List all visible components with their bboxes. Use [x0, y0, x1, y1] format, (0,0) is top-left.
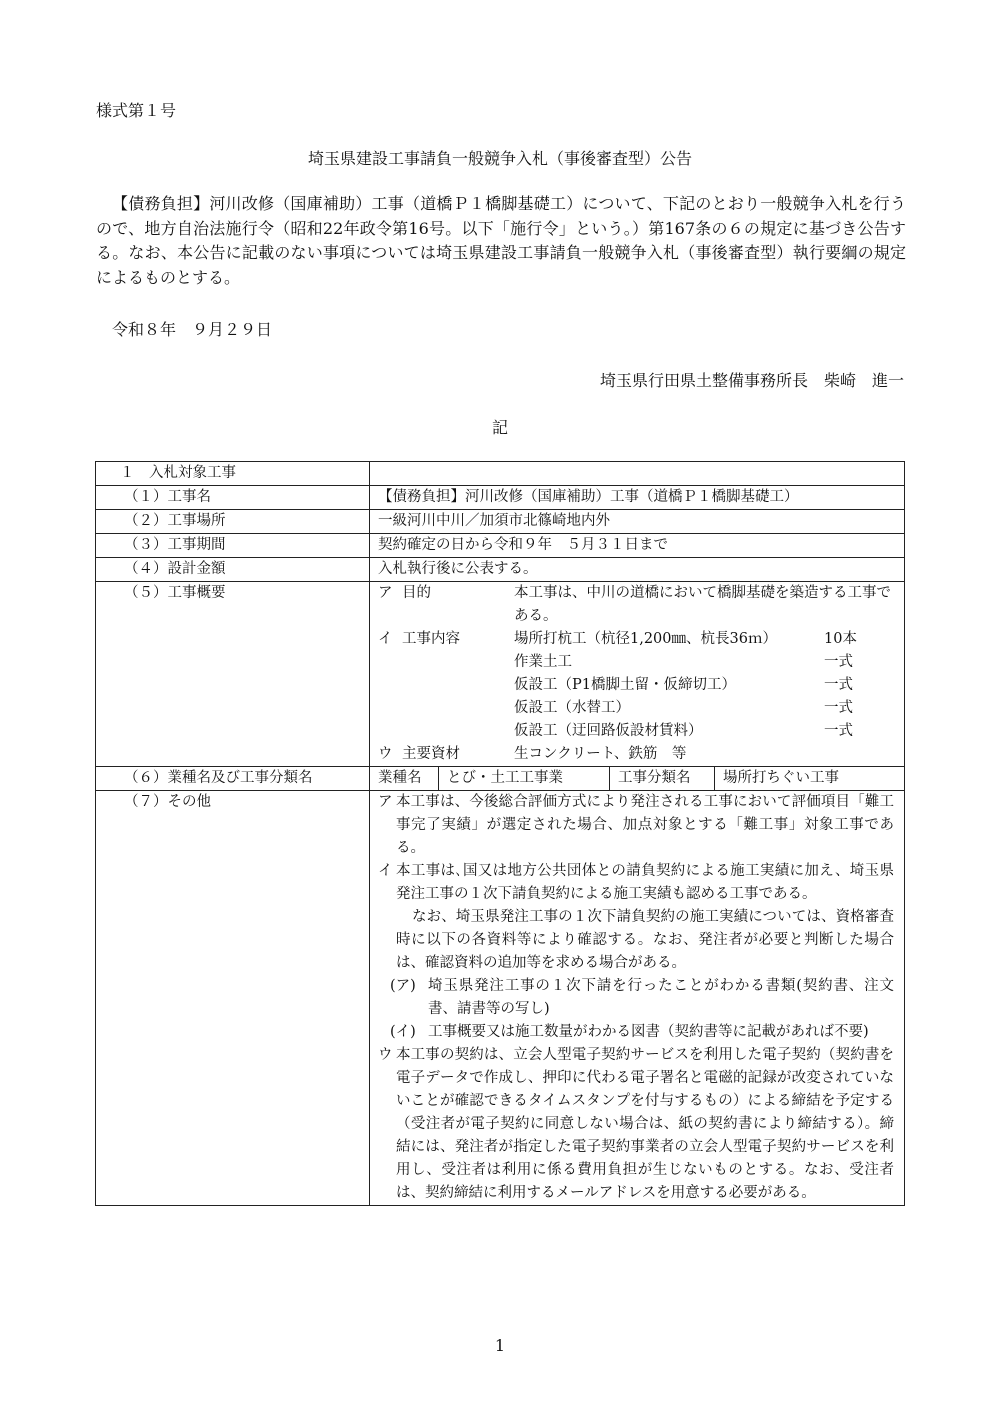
intro-paragraph: 【債務負担】河川改修（国庫補助）工事（道橋Ｐ１橋脚基礎工）について、下記のとおり一般競争入札を行うので、地方自治法施行令（昭和22年政令第16号。以下「施行令」という。）第167条の６の規定に基づき公告する。なお、本公告に記載のない事項については埼玉県建設工事請負一般競争入札（事後審査型）執行要綱の規定によるものとする。	[96, 194, 906, 287]
table-row	[96, 791, 905, 1206]
section-value	[370, 462, 905, 486]
item-key: イ	[378, 863, 393, 879]
work-qty: 一式	[824, 654, 853, 670]
row-label: （５）工事概要	[96, 582, 370, 767]
item-key: ア	[378, 794, 393, 810]
notice-date: 令和８年 ９月２９日	[112, 320, 273, 339]
item-text: 本工事は、今後総合評価方式により発注される工事において評価項目「難工事完了実績」が選定された場合、加点対象とする「難工事」対象工事である。	[396, 794, 894, 856]
row-value	[370, 767, 905, 791]
item-head: 主要資材	[402, 746, 460, 762]
item-text: 生コンクリート、鉄筋 等	[514, 746, 687, 762]
row-label: （６）業種名及び工事分類名	[96, 767, 370, 791]
item-key: イ	[378, 631, 393, 647]
item-text: 本工事は､国又は地方公共団体との請負契約による施工実績に加え、埼玉県発注工事の１次下請負契約による施工実績も認める工事である。	[396, 863, 894, 902]
item-text: 本工事は、中川の道橋において橋脚基礎を築造する工事である。	[514, 585, 891, 624]
work-qty: 一式	[824, 677, 853, 693]
table-row	[96, 534, 905, 558]
table-row	[96, 486, 905, 510]
work-qty: 一式	[824, 723, 853, 739]
table-row	[96, 510, 905, 534]
work-line	[514, 628, 896, 651]
work-line	[378, 720, 896, 743]
item-key: (ア)	[390, 978, 416, 994]
other-item-i	[378, 860, 894, 906]
row-label: （２）工事場所	[96, 510, 370, 534]
item-head: 工事内容	[402, 631, 460, 647]
category-table	[370, 767, 904, 790]
work-line	[378, 651, 896, 674]
row-value: 一級河川中川／加須市北篠崎地内外	[370, 510, 905, 534]
row-value: 契約確定の日から令和９年 ５月３１日まで	[370, 534, 905, 558]
row-label: （７）その他	[96, 791, 370, 1206]
work-name: 仮設工（水替工）	[514, 700, 630, 716]
ki-heading: 記	[491, 418, 508, 437]
signatory: 埼玉県行田県土整備事務所長 柴崎 進一	[599, 371, 904, 390]
item-key: (イ)	[390, 1024, 416, 1040]
class-value: 場所打ちぐい工事	[723, 770, 839, 786]
item-text: 工事概要又は施工数量がわかる図書（契約書等に記載があれば不要)	[428, 1024, 869, 1040]
work-name: 仮設工（迂回路仮設材賃料）	[514, 723, 703, 739]
work-name: 場所打杭工（杭径1,200㎜、杭長36ｍ）	[514, 631, 777, 647]
table-row	[96, 462, 905, 486]
table-row	[96, 558, 905, 582]
item-key: ウ	[378, 1047, 393, 1063]
table-row	[96, 582, 905, 767]
item-key: ア	[378, 585, 393, 601]
other-item-a	[378, 791, 894, 860]
category-value: とび・土工工事業	[439, 767, 610, 790]
row-label: （１）工事名	[96, 486, 370, 510]
category-label: 業種名	[370, 767, 439, 790]
row-value: 【債務負担】河川改修（国庫補助）工事（道橋Ｐ１橋脚基礎工）	[370, 486, 905, 510]
item-text: 埼玉県発注工事の１次下請を行ったことがわかる書類(契約書、注文書、請書等の写し)	[428, 978, 894, 1017]
row-value: 入札執行後に公表する。	[370, 558, 905, 582]
class-label: 工事分類名	[610, 767, 715, 790]
item-text: 本工事の契約は、立会人型電子契約サービスを利用した電子契約（契約書を電子データで作成し、押印に代わる電子署名と電磁的記録が改変されていないことが確認できるタイムスタンプを付与するもの）による締結を予定する（受注者が電子契約に同意しない場合は、紙の契約書により締結する）。締結には、発注者が指定した電子契約事業者の立会人型電子契約サービスを利用し、受注者は利用に係る費用負担が生じないものとする。なお、受注者は、契約締結に利用するメールアドレスを用意する必要がある。	[396, 1047, 894, 1201]
form-number: 様式第１号	[96, 101, 177, 120]
page-number: 1	[494, 1336, 506, 1355]
sub-item-i	[378, 1021, 894, 1044]
notice-table	[95, 461, 905, 1206]
overview-works	[378, 628, 896, 651]
overview-purpose	[378, 582, 896, 628]
row-label: （３）工事期間	[96, 534, 370, 558]
overview-materials	[378, 743, 896, 766]
work-name: 作業土工	[514, 654, 572, 670]
sub-item-a	[378, 975, 894, 1021]
section-label: １ 入札対象工事	[96, 462, 370, 486]
work-line	[378, 697, 896, 720]
other-item-note: なお、埼玉県発注工事の１次下請負契約の施工実績については、資格審査時に以下の各資料等により確認する。なお、発注者が必要と判断した場合は、確認資料の追加等を求める場合がある。	[396, 909, 894, 971]
table-row	[96, 767, 905, 791]
work-qty: 一式	[824, 700, 853, 716]
work-name: 仮設工（P1橋脚土留・仮締切工）	[514, 677, 736, 693]
item-key: ウ	[378, 746, 393, 762]
row-value	[370, 791, 905, 1206]
row-value	[370, 582, 905, 767]
page-title: 埼玉県建設工事請負一般競争入札（事後審査型）公告	[307, 149, 692, 168]
work-qty: 10本	[824, 631, 857, 647]
work-line	[378, 674, 896, 697]
other-item-u	[378, 1044, 894, 1205]
item-head: 目的	[402, 585, 431, 601]
row-label: （４）設計金額	[96, 558, 370, 582]
